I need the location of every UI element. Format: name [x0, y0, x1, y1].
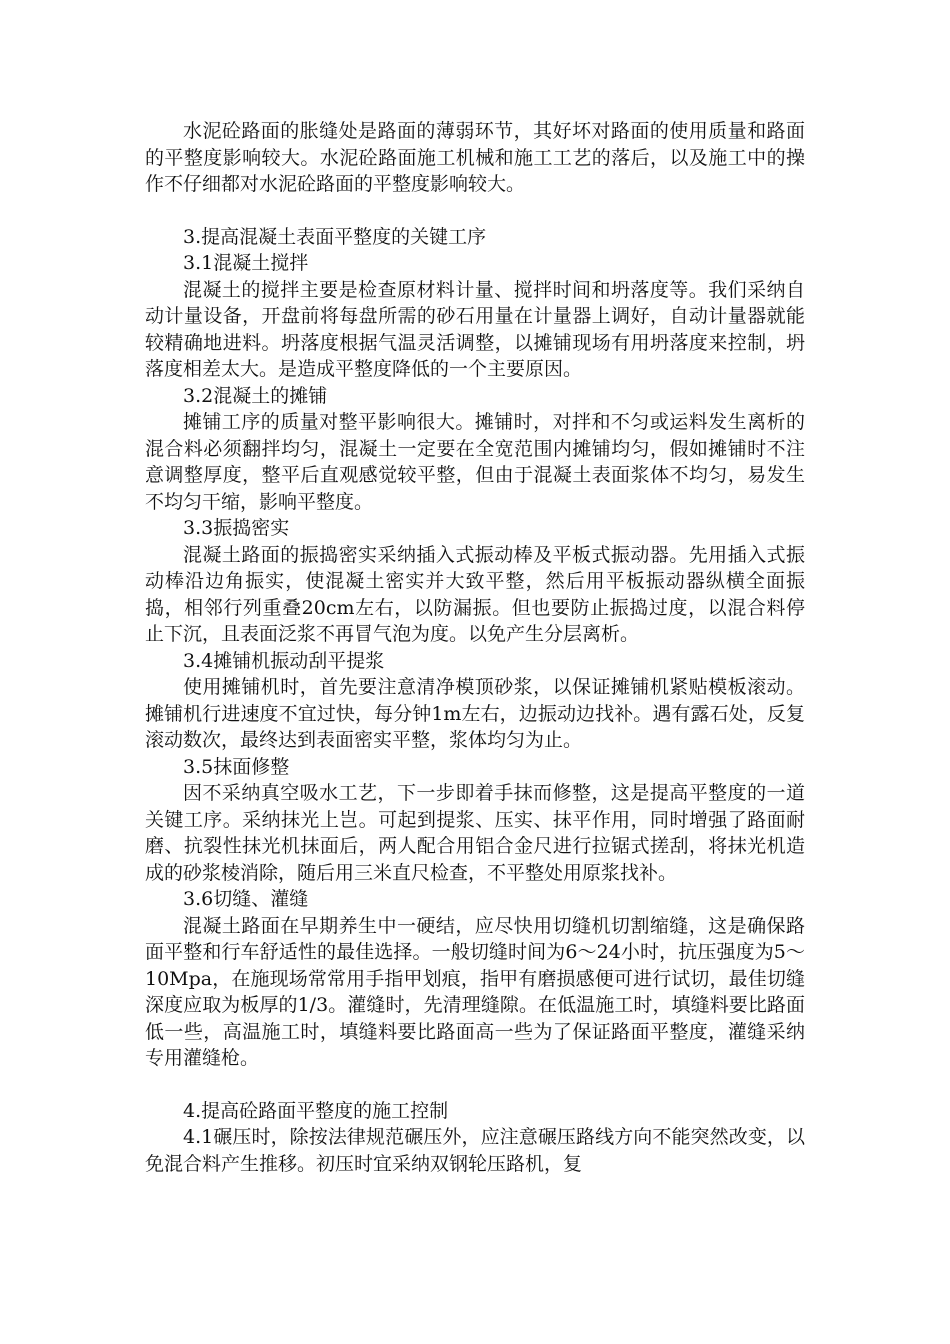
- paragraph-3-2: 摊铺工序的质量对整平影响很大。摊铺时，对拌和不匀或运料发生离析的混合料必须翻拌均匀，混凝土一定要在全宽范围内摊铺均匀，假如摊铺时不注意调整厚度，整平后直观感觉较平整，但由于混凝土表面浆体不均匀，易发生不均匀干缩，影响平整度。: [145, 411, 805, 513]
- paragraph-4-1: 4.1碾压时，除按法律规范碾压外，应注意碾压路线方向不能突然改变，以免混合料产生推移。初压时宜采纳双钢轮压路机，复: [145, 1126, 805, 1175]
- subsection-heading-3-6: 3.6切缝、灌缝: [183, 888, 309, 910]
- subsection-heading-3-4: 3.4摊铺机振动刮平提浆: [183, 649, 385, 672]
- paragraph-3-4: 使用摊铺机时，首先要注意清净模顶砂浆，以保证摊铺机紧贴模板滚动。摊铺机行进速度不宜过快，每分钟1m左右，边振动边找补。遇有露石处，反复滚动数次，最终达到表面密实平整，浆体均匀为止。: [145, 676, 805, 751]
- paragraph-3-3: 混凝土路面的振捣密实采纳插入式振动棒及平板式振动器。先用插入式振动棒沿边角振实，使混凝土密实并大致平整，然后用平板振动器纵横全面振捣，相邻行列重叠20cm左右，以防漏振。但也要防止振捣过度，以混合料停止下沉，且表面泛浆不再冒气泡为度。以免产生分层离析。: [145, 543, 805, 645]
- paragraph-gap: [145, 1072, 805, 1098]
- paragraph-3-1: 混凝土的搅拌主要是检查原材料计量、搅拌时间和坍落度等。我们采纳自动计量设备，开盘前将每盘所需的砂石用量在计量器上调好，自动计量器就能较精确地进料。坍落度根据气温灵活调整，以摊铺现场有用坍落度来控制，坍落度相差太大。是造成平整度降低的一个主要原因。: [145, 278, 805, 380]
- paragraph-3-5: 因不采纳真空吸水工艺，下一步即着手抹而修整，这是提高平整度的一道关键工序。采纳抹光上岂。可起到提浆、压实、抹平作用，同时增强了路面耐磨、抗裂性抹光机抹面后，两人配合用铝合金尺进行拉锯式搓刮，将抹光机造成的砂浆棱消除，随后用三米直尺检查，不平整处用原浆找补。: [145, 782, 805, 884]
- section-heading-3: 3.提高混凝土表面平整度的关键工序: [183, 225, 487, 248]
- subsection-heading-3-2: 3.2混凝土的摊铺: [183, 384, 328, 407]
- paragraph-intro: 水泥砼路面的胀缝处是路面的薄弱环节，其好坏对路面的使用质量和路面的平整度影响较大。水泥砼路面施工机械和施工工艺的落后，以及施工中的操作不仔细都对水泥砼路面的平整度影响较大。: [145, 120, 805, 195]
- paragraph-gap: [145, 198, 805, 224]
- paragraph-3-6: 混凝土路面在早期养生中一硬结，应尽快用切缝机切割缩缝，这是确保路面平整和行车舒适性的最佳选择。一般切缝时间为6～24小时，抗压强度为5～10Mpa，在施现场常常用手指甲划痕，指甲有磨损感便可进行试切，最佳切缝深度应取为板厚的1/3。灌缝时，先清理缝隙。在低温施工时，填缝料要比路面低一些，高温施工时，填缝料要比路面高一些为了保证路面平整度，灌缝采纳专用灌缝枪。: [145, 914, 805, 1069]
- document-body: [145, 118, 805, 1177]
- section-heading-4: 4.提高砼路面平整度的施工控制: [183, 1099, 449, 1122]
- subsection-heading-3-5: 3.5抹面修整: [183, 755, 290, 778]
- subsection-heading-3-1: 3.1混凝土搅拌: [183, 252, 309, 274]
- subsection-heading-3-3: 3.3振捣密实: [183, 517, 290, 539]
